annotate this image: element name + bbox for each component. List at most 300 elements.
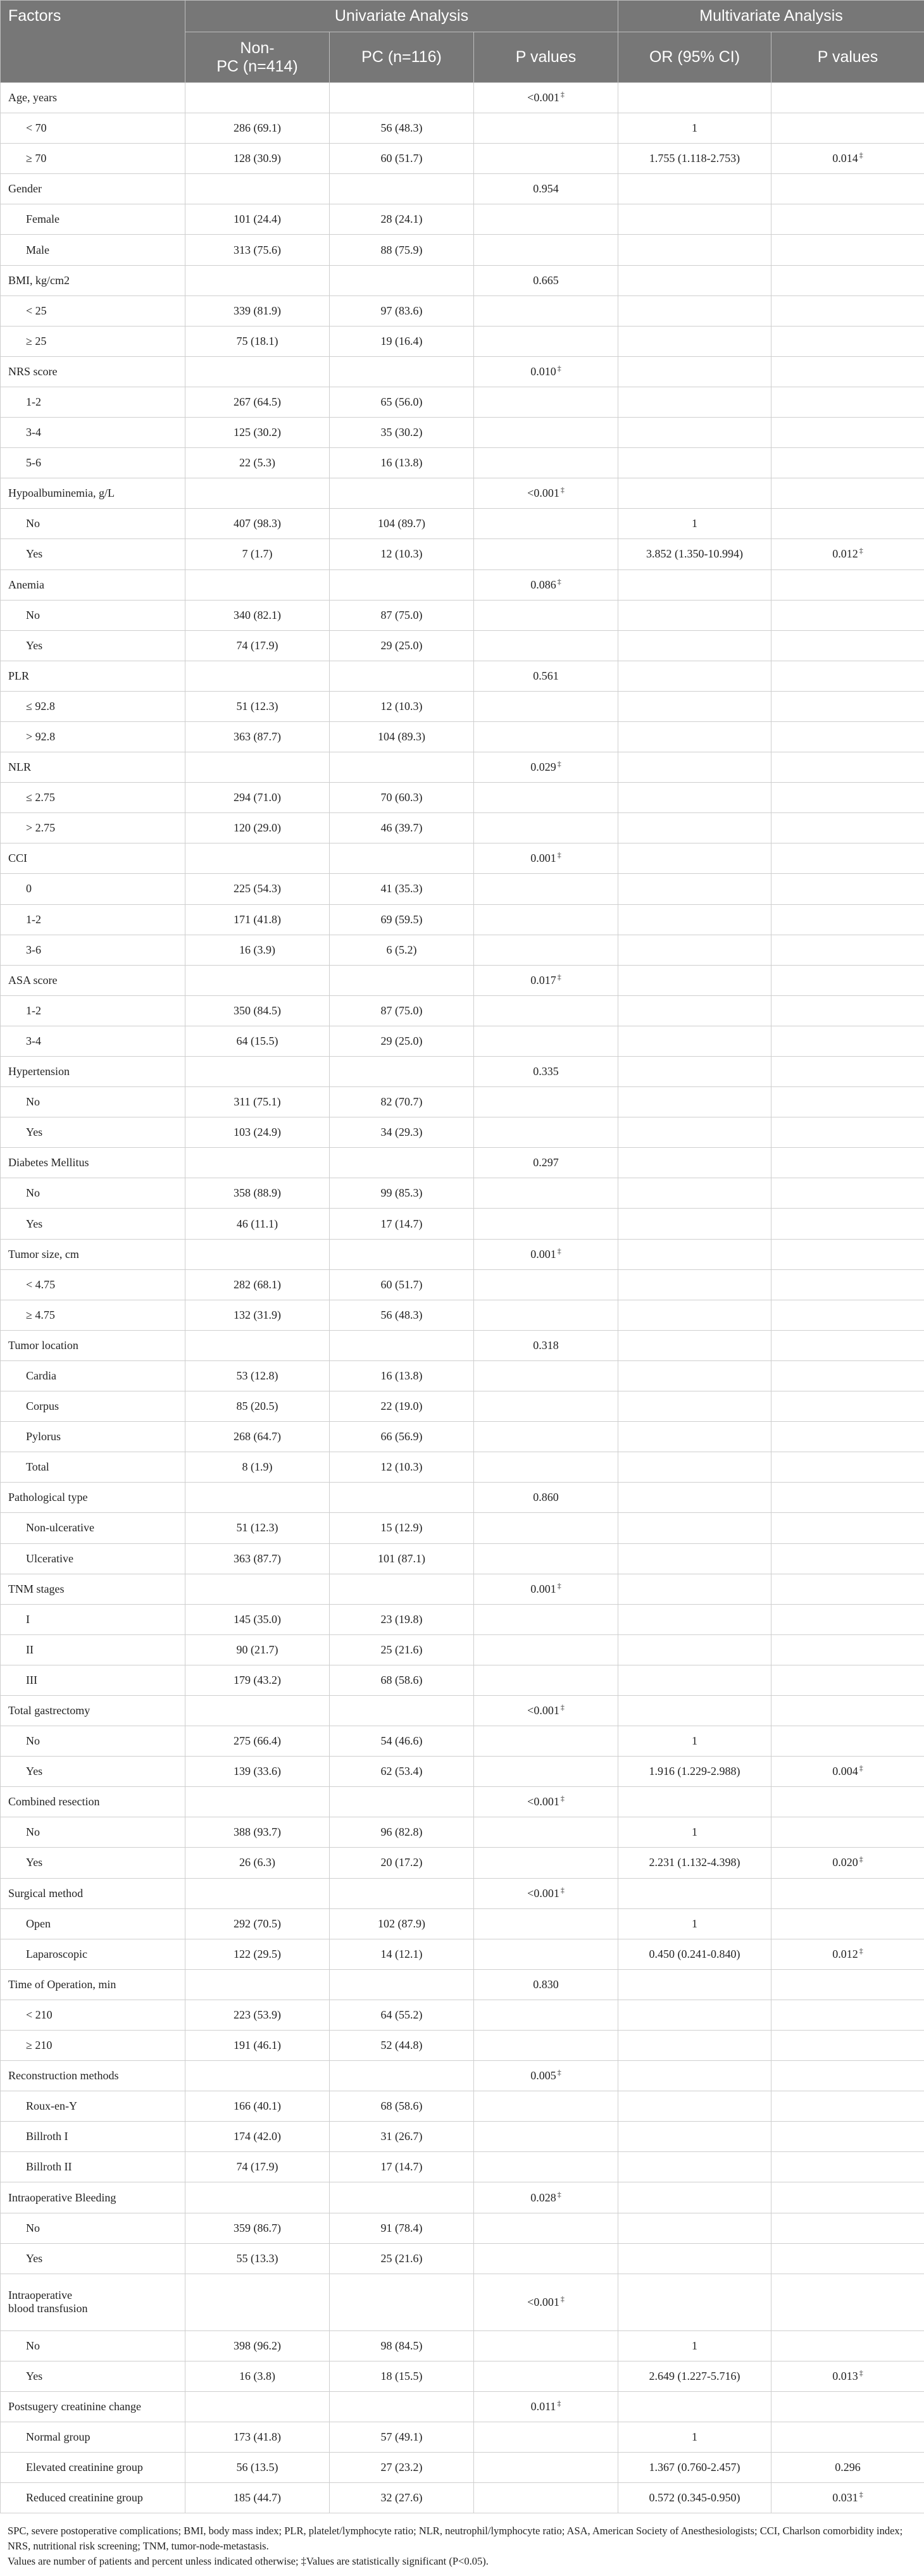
non-pc-cell [185, 2361, 330, 2391]
p-value-cell [474, 1452, 618, 1483]
level-label [1, 2330, 185, 2361]
level-label-text: 5-6 [26, 456, 41, 470]
level-label-text: Yes [26, 547, 43, 561]
p-value-cell [474, 874, 618, 904]
p-value-multi-cell [771, 2152, 924, 2182]
or-ci-cell [618, 1209, 771, 1239]
pc-cell [330, 113, 474, 144]
pc-cell [330, 995, 474, 1026]
pc-cell-text: 98 (84.5) [380, 2339, 423, 2352]
pc-cell [330, 1604, 474, 1634]
significance-mark: ‡ [560, 1703, 565, 1712]
p-value-multi-cell [771, 1300, 924, 1330]
factor-label-text: ASA score [8, 973, 58, 986]
non-pc-cell [185, 1513, 330, 1543]
pc-cell-text: 6 (5.2) [386, 943, 417, 956]
pc-cell-text: 60 (51.7) [380, 152, 423, 165]
table-row-factor [1, 1969, 924, 2000]
pc-cell-text: 29 (25.0) [380, 638, 423, 652]
header-non-pc [185, 32, 330, 83]
or-ci-cell-text: 1.367 (0.760-2.457) [649, 2461, 740, 2474]
significance-mark: ‡ [557, 2068, 561, 2077]
pc-cell-text: 82 (70.7) [380, 1095, 423, 1109]
level-label-text: Laparoscopic [26, 1947, 87, 1960]
level-label [1, 539, 185, 569]
table-row-level [1, 630, 924, 661]
p-value-multi-cell [771, 83, 924, 113]
non-pc-cell [185, 783, 330, 813]
p-value-multi-cell [771, 113, 924, 144]
footnote-abbreviations: SPC, severe postoperative complications; BMI, body mass index; PLR, platelet/lymphocyte ratio; NLR, neutrophil/lymphocyte ratio; ASA, American Society of Anesthesiologists; CCI, Charlson comorbidity index; NRS, nutritional risk screening; TNM, tumor-node-metastasis. [8, 2525, 903, 2553]
p-value-cell [474, 265, 618, 296]
pc-cell-text: 17 (14.7) [380, 1217, 423, 1230]
level-label-text: No [26, 1826, 40, 1839]
non-pc-cell [185, 1422, 330, 1452]
p-value-cell-text: 0.001 [530, 1247, 556, 1260]
pc-cell-text: 104 (89.7) [378, 517, 425, 530]
p-value-multi-cell [771, 2274, 924, 2330]
level-label-text: Pylorus [26, 1430, 61, 1443]
pc-cell [330, 1634, 474, 1665]
level-label-text: Elevated creatinine group [26, 2461, 143, 2474]
p-value-cell [474, 2330, 618, 2361]
p-value-cell [474, 1939, 618, 1969]
factor-label [1, 752, 185, 783]
table-row-level [1, 387, 924, 417]
p-value-cell [474, 1878, 618, 1908]
table-row-level [1, 113, 924, 144]
non-pc-cell [185, 1757, 330, 1787]
level-label [1, 1422, 185, 1452]
p-value-cell [474, 1604, 618, 1634]
pc-cell [330, 2152, 474, 2182]
table-row-level [1, 874, 924, 904]
p-value-cell [474, 448, 618, 478]
table-row-level [1, 204, 924, 235]
or-ci-cell [618, 1908, 771, 1939]
p-value-multi-cell [771, 235, 924, 265]
p-value-cell [474, 326, 618, 356]
non-pc-cell-text: 53 (12.8) [236, 1369, 278, 1382]
non-pc-cell-text: 268 (64.7) [234, 1430, 281, 1443]
table-row-level [1, 1452, 924, 1483]
or-ci-cell [618, 1817, 771, 1848]
pc-cell-text: 22 (19.0) [380, 1400, 423, 1413]
p-value-multi-cell [771, 387, 924, 417]
non-pc-cell [185, 1087, 330, 1117]
p-value-cell-text: 0.830 [533, 1977, 559, 1991]
or-ci-cell [618, 113, 771, 144]
non-pc-cell [185, 448, 330, 478]
or-ci-cell [618, 2122, 771, 2152]
pc-cell [330, 387, 474, 417]
p-value-cell [474, 356, 618, 387]
table-row-level [1, 1665, 924, 1695]
p-value-cell [474, 478, 618, 509]
table-row-level [1, 2213, 924, 2243]
factor-label [1, 174, 185, 204]
pc-cell [330, 2391, 474, 2422]
non-pc-cell-text: 56 (13.5) [236, 2461, 278, 2474]
pc-cell-text: 62 (53.4) [380, 1765, 423, 1778]
pc-cell [330, 1543, 474, 1574]
non-pc-cell-text: 359 (86.7) [234, 2221, 281, 2234]
non-pc-cell [185, 843, 330, 874]
non-pc-cell [185, 1665, 330, 1695]
pc-cell-text: 65 (56.0) [380, 395, 423, 408]
pc-cell-text: 56 (48.3) [380, 121, 423, 135]
p-value-multi-cell [771, 691, 924, 721]
p-value-cell [474, 387, 618, 417]
level-label [1, 1117, 185, 1148]
or-ci-cell [618, 2483, 771, 2513]
factor-label [1, 478, 185, 509]
level-label-text: Normal group [26, 2430, 91, 2444]
p-value-multi-cell [771, 2483, 924, 2513]
header-non-pc-label: Non- PC (n=414) [216, 39, 298, 75]
table-row-level [1, 418, 924, 448]
level-label-text: < 25 [26, 304, 47, 317]
or-ci-cell [618, 265, 771, 296]
header-or-ci: OR (95% CI) [618, 32, 771, 83]
p-value-cell [474, 752, 618, 783]
p-value-multi-cell-text: 0.004 [832, 1765, 858, 1778]
non-pc-cell [185, 1239, 330, 1269]
or-ci-cell [618, 509, 771, 539]
level-label-text: ≤ 2.75 [26, 791, 55, 804]
or-ci-cell-text: 0.572 (0.345-0.950) [649, 2491, 740, 2504]
pc-cell [330, 2453, 474, 2483]
non-pc-cell [185, 1543, 330, 1574]
p-value-cell [474, 1057, 618, 1087]
or-ci-cell [618, 1422, 771, 1452]
factor-label-text: NLR [8, 761, 31, 774]
p-value-multi-cell [771, 2391, 924, 2422]
pc-cell [330, 1148, 474, 1178]
or-ci-cell [618, 1087, 771, 1117]
non-pc-cell-text: 166 (40.1) [234, 2100, 281, 2113]
p-value-cell-text: 0.561 [533, 669, 559, 682]
level-label-text: Yes [26, 2369, 43, 2382]
p-value-cell [474, 1026, 618, 1056]
or-ci-cell [618, 2274, 771, 2330]
non-pc-cell [185, 2000, 330, 2030]
table-row-level [1, 2122, 924, 2152]
p-value-multi-cell [771, 721, 924, 752]
pc-cell [330, 2122, 474, 2152]
pc-cell-text: 56 (48.3) [380, 1308, 423, 1321]
non-pc-cell [185, 1026, 330, 1056]
pc-cell-text: 68 (58.6) [380, 1673, 423, 1686]
or-ci-cell [618, 326, 771, 356]
p-value-cell [474, 1848, 618, 1878]
non-pc-cell [185, 752, 330, 783]
significance-mark: ‡ [557, 2398, 561, 2408]
or-ci-cell-text: 1.916 (1.229-2.988) [649, 1765, 740, 1778]
table-row-level [1, 995, 924, 1026]
table-row-level [1, 1848, 924, 1878]
or-ci-cell-text: 0.450 (0.241-0.840) [649, 1947, 740, 1960]
non-pc-cell [185, 2391, 330, 2422]
level-label-text: Ulcerative [26, 1552, 73, 1565]
p-value-cell [474, 1787, 618, 1817]
p-value-multi-cell [771, 1908, 924, 1939]
factor-label [1, 965, 185, 995]
p-value-cell [474, 2000, 618, 2030]
non-pc-cell [185, 418, 330, 448]
p-value-multi-cell [771, 448, 924, 478]
p-value-multi-cell [771, 296, 924, 326]
table-row-level [1, 296, 924, 326]
p-value-multi-cell [771, 1057, 924, 1087]
level-label [1, 2000, 185, 2030]
level-label [1, 995, 185, 1026]
table-row-level [1, 2031, 924, 2061]
pc-cell [330, 356, 474, 387]
level-label-text: ≥ 4.75 [26, 1308, 55, 1321]
level-label [1, 1209, 185, 1239]
pc-cell [330, 2274, 474, 2330]
p-value-cell [474, 174, 618, 204]
level-label-text: ≥ 210 [26, 2039, 53, 2052]
p-value-multi-cell [771, 2422, 924, 2453]
table-row-level [1, 2330, 924, 2361]
non-pc-cell [185, 1787, 330, 1817]
significance-mark: ‡ [557, 363, 561, 373]
non-pc-cell [185, 265, 330, 296]
non-pc-cell [185, 874, 330, 904]
table-row-level [1, 1422, 924, 1452]
non-pc-cell [185, 235, 330, 265]
p-value-cell [474, 1148, 618, 1178]
pc-cell [330, 691, 474, 721]
non-pc-cell-text: 313 (75.6) [234, 243, 281, 256]
level-label-text: Reduced creatinine group [26, 2491, 143, 2504]
factor-label-text: BMI, kg/cm2 [8, 273, 70, 287]
pc-cell [330, 1787, 474, 1817]
significance-mark: ‡ [560, 2294, 565, 2303]
or-ci-cell [618, 752, 771, 783]
or-ci-cell [618, 600, 771, 630]
level-label-text: 3-6 [26, 943, 41, 956]
non-pc-cell [185, 661, 330, 691]
p-value-cell [474, 1117, 618, 1148]
p-value-multi-cell [771, 1543, 924, 1574]
non-pc-cell-text: 179 (43.2) [234, 1673, 281, 1686]
pc-cell [330, 1239, 474, 1269]
non-pc-cell-text: 128 (30.9) [234, 152, 281, 165]
level-label [1, 783, 185, 813]
factor-label-text: Time of Operation, min [8, 1977, 116, 1991]
significance-mark: ‡ [859, 546, 863, 556]
p-value-multi-cell [771, 204, 924, 235]
level-label-text: No [26, 608, 40, 621]
level-label-text: Yes [26, 1765, 43, 1778]
pc-cell-text: 12 (10.3) [380, 699, 423, 712]
significance-mark: ‡ [557, 972, 561, 981]
non-pc-cell [185, 2091, 330, 2122]
pc-cell [330, 813, 474, 843]
non-pc-cell [185, 539, 330, 569]
factor-label [1, 1969, 185, 2000]
pc-cell-text: 87 (75.0) [380, 1004, 423, 1017]
level-label-text: Female [26, 213, 59, 226]
significance-mark: ‡ [557, 1246, 561, 1255]
p-value-cell [474, 83, 618, 113]
or-ci-cell [618, 843, 771, 874]
pc-cell [330, 296, 474, 326]
level-label-text: 1-2 [26, 395, 41, 408]
non-pc-cell [185, 600, 330, 630]
non-pc-cell-text: 174 (42.0) [234, 2130, 281, 2143]
p-value-multi-cell [771, 965, 924, 995]
p-value-multi-cell [771, 1330, 924, 1360]
level-label-text: Billroth II [26, 2160, 72, 2174]
non-pc-cell-text: 363 (87.7) [234, 1552, 281, 1565]
level-label [1, 1300, 185, 1330]
level-label-text: Roux-en-Y [26, 2100, 77, 2113]
table-row-level [1, 1604, 924, 1634]
pc-cell [330, 630, 474, 661]
non-pc-cell-text: 339 (81.9) [234, 304, 281, 317]
table-row-factor [1, 265, 924, 296]
p-value-cell [474, 113, 618, 144]
p-value-multi-cell [771, 874, 924, 904]
pc-cell [330, 721, 474, 752]
or-ci-cell [618, 2391, 771, 2422]
factor-label [1, 83, 185, 113]
pc-cell [330, 1878, 474, 1908]
factor-label-text: Diabetes Mellitus [8, 1156, 89, 1169]
pc-cell [330, 843, 474, 874]
non-pc-cell-text: 120 (29.0) [234, 821, 281, 835]
p-value-cell [474, 1300, 618, 1330]
pc-cell [330, 1422, 474, 1452]
pc-cell-text: 96 (82.8) [380, 1826, 423, 1839]
level-label [1, 600, 185, 630]
non-pc-cell-text: 286 (69.1) [234, 121, 281, 135]
p-value-cell-text: 0.001 [530, 1582, 556, 1595]
factor-label-text: Tumor location [8, 1338, 78, 1352]
non-pc-cell [185, 2031, 330, 2061]
level-label [1, 1513, 185, 1543]
level-label-text: 1-2 [26, 1004, 41, 1017]
non-pc-cell-text: 223 (53.9) [234, 2008, 281, 2021]
header-univariate: Univariate Analysis [185, 1, 618, 32]
non-pc-cell-text: 407 (98.3) [234, 517, 281, 530]
non-pc-cell-text: 398 (96.2) [234, 2339, 281, 2352]
p-value-cell [474, 1726, 618, 1757]
or-ci-cell [618, 235, 771, 265]
p-value-cell-text: 0.335 [533, 1065, 559, 1078]
significance-mark: ‡ [859, 1855, 863, 1864]
level-label [1, 235, 185, 265]
p-value-multi-cell [771, 1574, 924, 1604]
non-pc-cell-text: 103 (24.9) [234, 1126, 281, 1139]
pc-cell [330, 235, 474, 265]
pc-cell-text: 16 (13.8) [380, 1369, 423, 1382]
level-label-text: No [26, 1095, 40, 1109]
p-value-multi-cell [771, 1117, 924, 1148]
pc-cell-text: 91 (78.4) [380, 2221, 423, 2234]
level-label-text: 1-2 [26, 912, 41, 926]
level-label-text: Yes [26, 638, 43, 652]
p-value-cell-text: <0.001 [527, 2295, 559, 2308]
p-value-cell [474, 965, 618, 995]
p-value-cell [474, 1330, 618, 1360]
factor-label [1, 1878, 185, 1908]
p-value-cell [474, 235, 618, 265]
non-pc-cell [185, 1391, 330, 1422]
level-label-text: 0 [26, 882, 32, 895]
p-value-cell [474, 721, 618, 752]
or-ci-cell [618, 356, 771, 387]
table-row-level [1, 1726, 924, 1757]
pc-cell [330, 2361, 474, 2391]
table-row-level [1, 1513, 924, 1543]
level-label [1, 2453, 185, 2483]
or-ci-cell [618, 1634, 771, 1665]
p-value-multi-cell [771, 2061, 924, 2091]
non-pc-cell-text: 191 (46.1) [234, 2039, 281, 2052]
or-ci-cell [618, 569, 771, 600]
factor-label [1, 1483, 185, 1513]
p-value-multi-cell [771, 1695, 924, 1726]
p-value-multi-cell [771, 843, 924, 874]
p-value-cell [474, 1574, 618, 1604]
non-pc-cell-text: 294 (71.0) [234, 791, 281, 804]
pc-cell [330, 539, 474, 569]
pc-cell-text: 35 (30.2) [380, 426, 423, 439]
p-value-multi-cell [771, 326, 924, 356]
level-label-text: Non-ulcerative [26, 1521, 94, 1534]
or-ci-cell [618, 2361, 771, 2391]
or-ci-cell [618, 1483, 771, 1513]
level-label-text: < 4.75 [26, 1278, 56, 1291]
or-ci-cell [618, 1848, 771, 1878]
or-ci-cell [618, 2182, 771, 2213]
p-value-cell [474, 1209, 618, 1239]
pc-cell [330, 2483, 474, 2513]
or-ci-cell [618, 1026, 771, 1056]
level-label [1, 2152, 185, 2182]
or-ci-cell-text: 1 [692, 1917, 698, 1930]
p-value-cell-text: 0.086 [530, 578, 556, 591]
pc-cell [330, 174, 474, 204]
p-value-cell [474, 1665, 618, 1695]
or-ci-cell [618, 174, 771, 204]
significance-mark: ‡ [557, 2189, 561, 2199]
pc-cell [330, 1757, 474, 1787]
pc-cell [330, 1178, 474, 1209]
p-value-cell-text: <0.001 [527, 487, 559, 500]
level-label [1, 1543, 185, 1574]
level-label-text: II [26, 1643, 34, 1656]
non-pc-cell [185, 2243, 330, 2274]
pc-cell-text: 29 (25.0) [380, 1034, 423, 1047]
or-ci-cell [618, 935, 771, 965]
p-value-multi-cell [771, 2000, 924, 2030]
factor-label [1, 356, 185, 387]
or-ci-cell [618, 2213, 771, 2243]
pc-cell [330, 965, 474, 995]
p-value-multi-cell [771, 2361, 924, 2391]
p-value-cell [474, 539, 618, 569]
non-pc-cell [185, 2483, 330, 2513]
or-ci-cell [618, 448, 771, 478]
non-pc-cell-text: 22 (5.3) [239, 456, 275, 470]
factor-label [1, 661, 185, 691]
